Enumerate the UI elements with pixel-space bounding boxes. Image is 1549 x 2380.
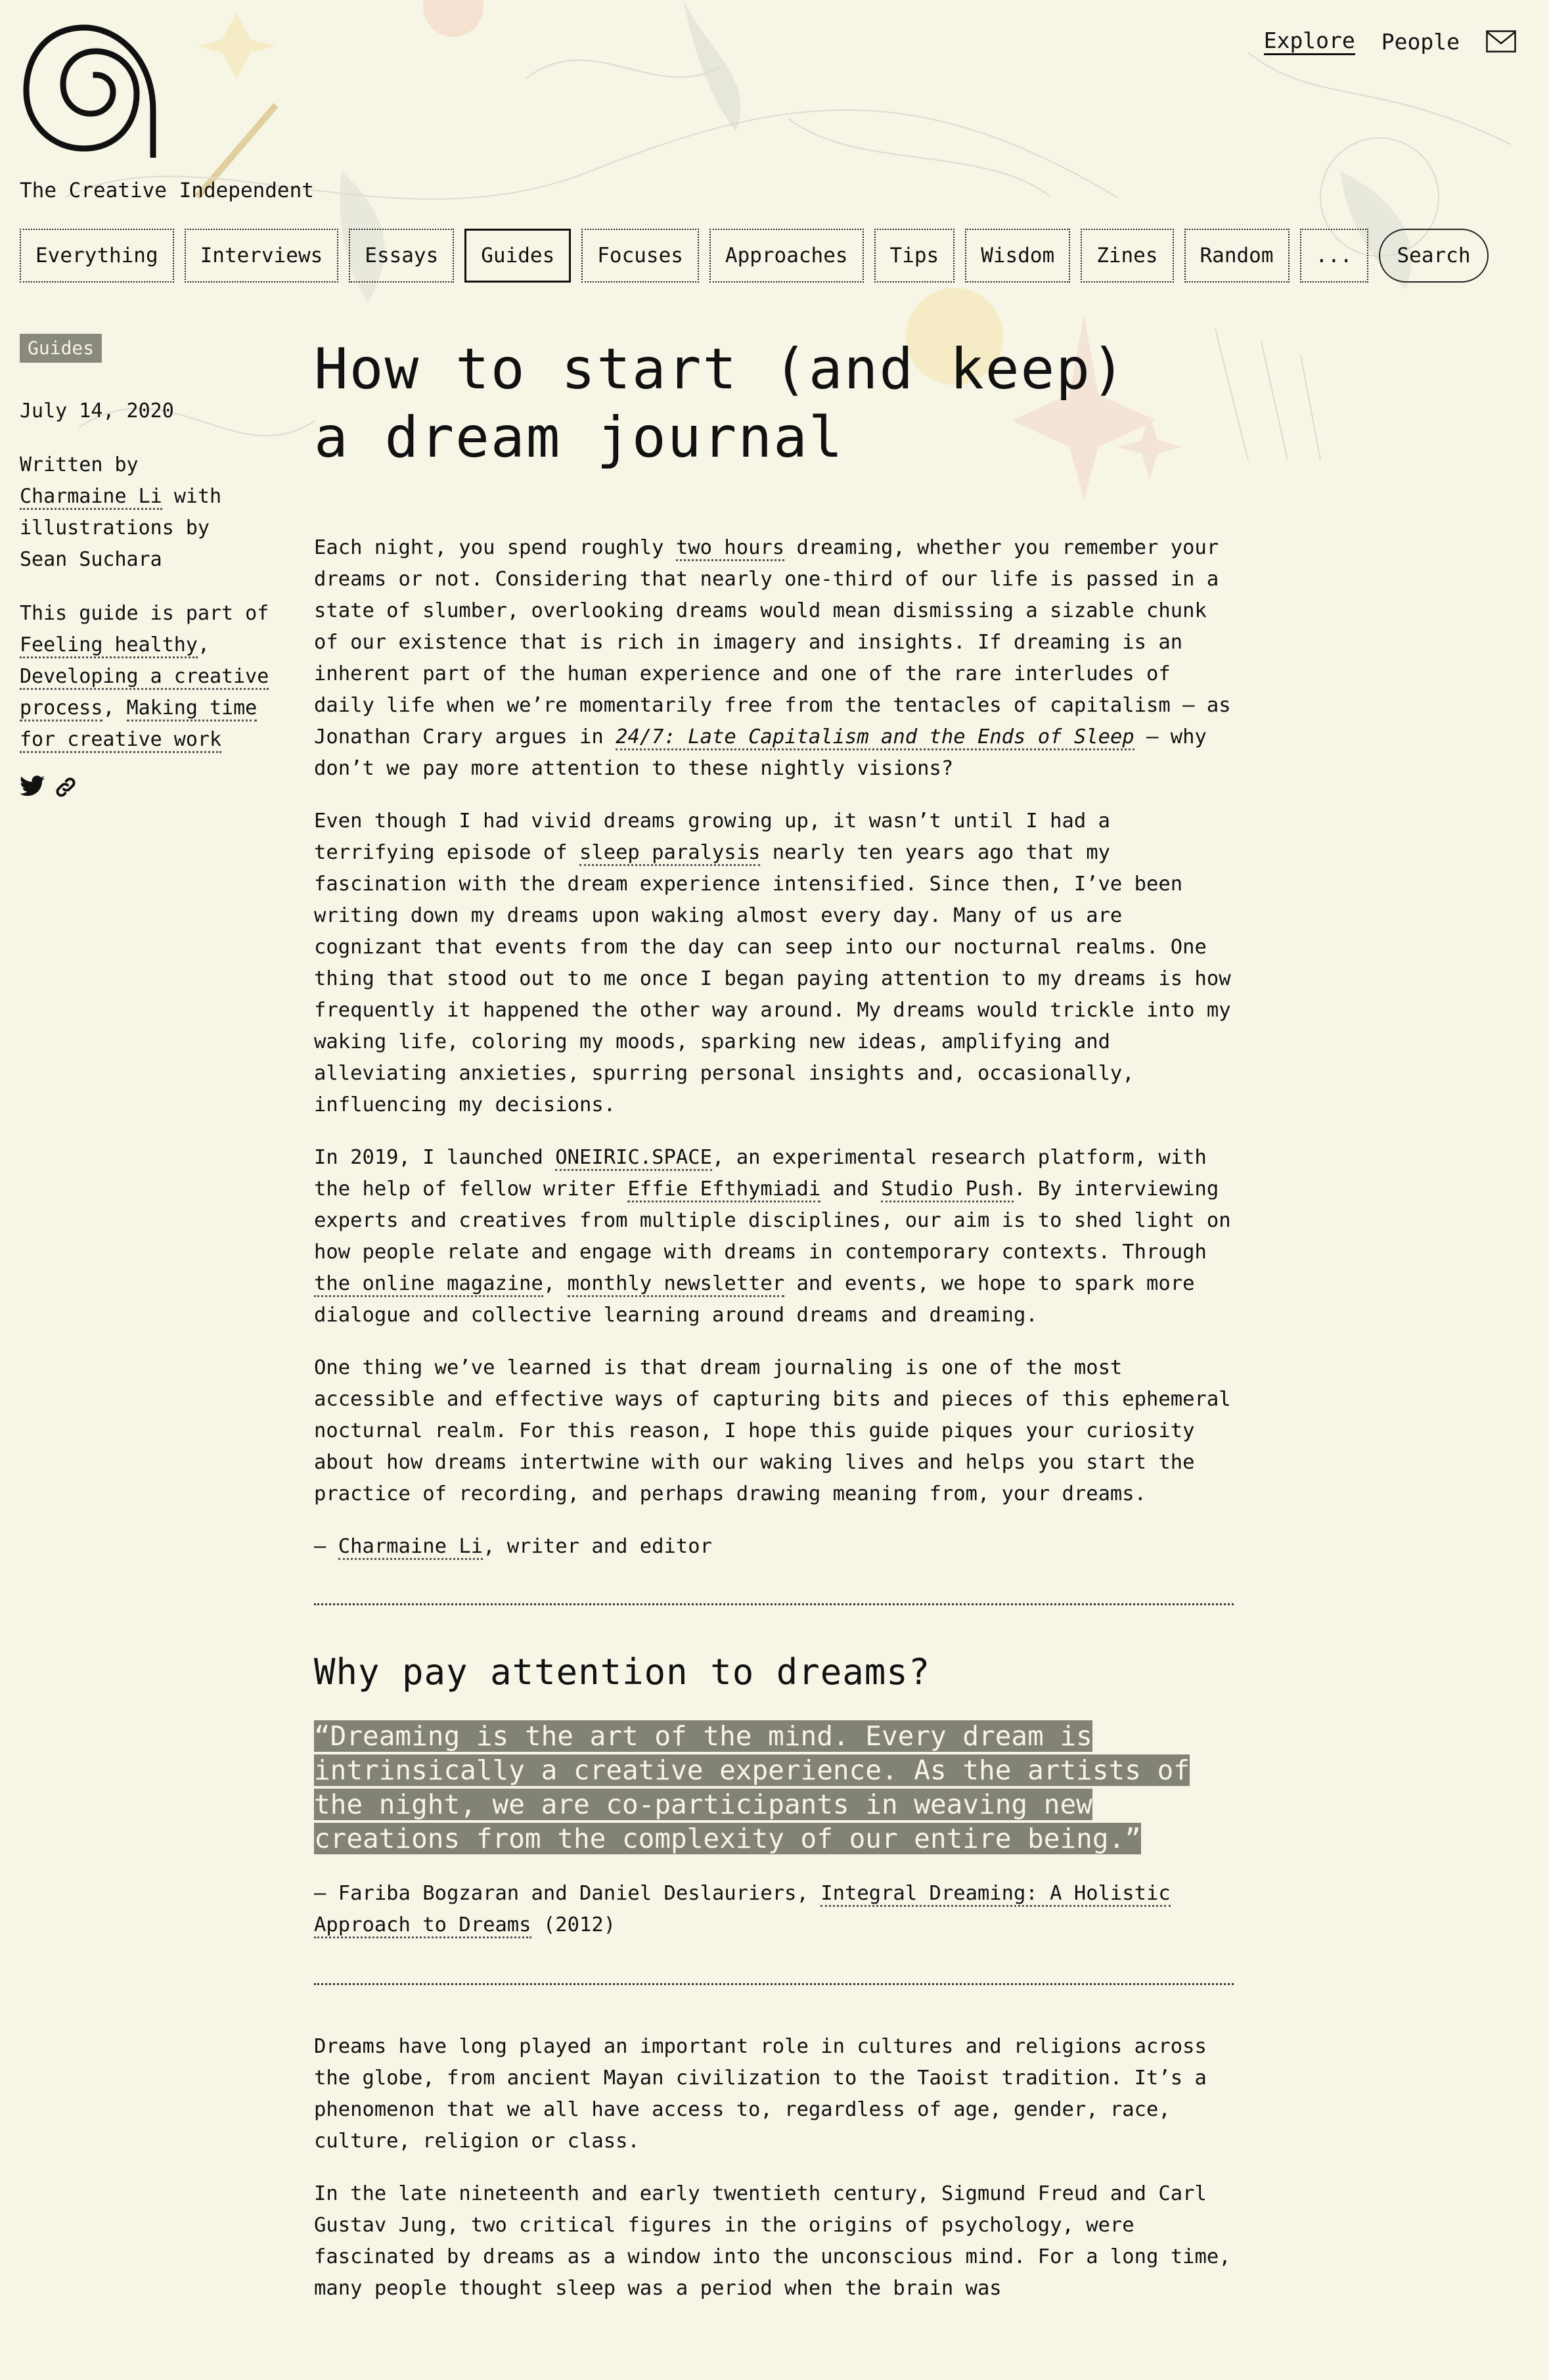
text: , an experimental research platform, with the help of fellow writer	[314, 1146, 1207, 1201]
illustrations-label: illustrations by	[20, 516, 210, 539]
text: dreaming, whether you remember your dreams or not. Considering that nearly one-third of our life is passed in a state of slumber, overlooking dreams would mean dismissing a sizable chunk of our existence that is rich in imagery and insights. If dreaming is an inherent part of the human experience and one of the rare interludes of daily life when we’re momentarily free from the tentacles of capitalism — as Jonathan Crary argues in	[314, 536, 1231, 748]
link-monthly-newsletter[interactable]: monthly newsletter	[568, 1272, 785, 1297]
tab-essays[interactable]: Essays	[349, 229, 454, 283]
category-badge[interactable]: Guides	[20, 334, 102, 363]
signature-author-link[interactable]: Charmaine Li	[338, 1535, 483, 1560]
text: — Fariba Bogzaran and Daniel Deslauriers,	[314, 1882, 821, 1905]
signature	[314, 1531, 1234, 1563]
focus-link-feeling-healthy[interactable]: Feeling healthy	[20, 633, 198, 658]
written-by-label: Written by	[20, 453, 139, 476]
paragraph-6: In the late nineteenth and early twentieth century, Sigmund Freud and Carl Gustav Jung, two critical figures in the origins of psychology, were fascinated by dreams as a window into the unconscious mind. For a long time, many people thought sleep was a period when the brain was	[314, 2182, 1231, 2300]
pull-quote-text: “Dreaming is the art of the mind. Every dream is intrinsically a creative experience. As the artists of the night, we are co-participants in weaving new creations from the complexity of our entire being.”	[314, 1720, 1190, 1854]
paragraph-5: Dreams have long played an important role in cultures and religions across the globe, from ancient Mayan civilization to the Taoist tradition. It’s a phenomenon that we all have access to, regardless of age, gender, race, culture, religion or class.	[314, 2035, 1207, 2153]
spiral-logo[interactable]	[18, 18, 169, 158]
paragraph-2	[314, 806, 1234, 1121]
divider	[314, 1603, 1234, 1605]
category-nav	[20, 229, 1489, 283]
tab-zines[interactable]: Zines	[1081, 229, 1173, 283]
article-main	[314, 335, 1234, 2304]
text: (2012)	[531, 1913, 616, 1936]
link-sleep-paralysis[interactable]: sleep paralysis	[579, 841, 760, 866]
article-title-line-2: a dream journal	[314, 405, 844, 470]
tab-random[interactable]: Random	[1184, 229, 1290, 283]
text: Each night, you spend roughly	[314, 536, 676, 559]
with-label: with	[173, 485, 222, 508]
text: and	[820, 1178, 882, 1201]
text: . By interviewing experts and creatives from multiple disciplines, our aim is to shed light on how people relate and engage with dreams in contemporary contexts. Through	[314, 1178, 1231, 1264]
illustrator-name: Sean Suchara	[20, 548, 162, 571]
tab-tips[interactable]: Tips	[874, 229, 955, 283]
search-button[interactable]: Search	[1379, 229, 1489, 283]
guide-focuses: This guide is part of Feeling healthy, Developing a creative process, Making time for creative work	[20, 598, 282, 756]
text: , writer and editor	[483, 1535, 712, 1558]
site-name[interactable]: The Creative Independent	[20, 179, 314, 202]
top-links	[1264, 28, 1516, 55]
tab-interviews[interactable]: Interviews	[185, 229, 339, 283]
text: ,	[543, 1272, 568, 1295]
tab-more[interactable]: ...	[1300, 229, 1368, 283]
mail-icon[interactable]	[1486, 30, 1516, 53]
focus-link-creative-process[interactable]: Developing a creative process	[20, 665, 269, 721]
link-oneiric-space[interactable]: ONEIRIC.SPACE	[555, 1146, 712, 1171]
explore-link[interactable]: Explore	[1264, 28, 1355, 55]
share-icons	[20, 775, 282, 799]
link-two-hours[interactable]: two hours	[676, 536, 784, 561]
divider	[314, 1983, 1234, 1985]
text: and events, we hope to spark more dialogue and collective learning around dreams and dreaming.	[314, 1272, 1195, 1327]
people-link[interactable]: People	[1381, 28, 1460, 55]
link-integral-dreaming[interactable]: Integral Dreaming: A Holistic Approach to Dreams	[314, 1882, 1171, 1938]
paragraph-4: One thing we’ve learned is that dream journaling is one of the most accessible and effective ways of capturing bits and pieces of this ephemeral nocturnal realm. For this reason, I hope this guide piques your curiosity about how dreams intertwine with our waking lives and helps you start the practice of recording, and perhaps drawing meaning from, your dreams.	[314, 1356, 1231, 1505]
text: —	[314, 1535, 338, 1558]
article-title-line-1: How to start (and keep)	[314, 336, 1127, 402]
article-sidebar	[20, 332, 282, 799]
link-icon[interactable]	[54, 775, 78, 799]
tab-approaches[interactable]: Approaches	[709, 229, 864, 283]
link-book-24-7[interactable]: 24/7: Late Capitalism and the Ends of Sleep	[616, 725, 1134, 750]
text: nearly ten years ago that my fascination with the dream experience intensified. Since then, I’ve been writing down my dreams upon waking almost every day. Many of us are cognizant that events from the day can seep into our nocturnal realms. One thing that stood out to me once I began paying attention to my dreams is how frequently it happened the other way around. My dreams would trickle into my waking life, coloring my moods, sparking new ideas, amplifying and alleviating anxieties, spurring personal insights and, occasionally, influencing my decisions.	[314, 841, 1231, 1116]
author-link[interactable]: Charmaine Li	[20, 485, 162, 510]
paragraph-1	[314, 532, 1234, 785]
twitter-icon[interactable]	[20, 775, 45, 796]
tab-focuses[interactable]: Focuses	[581, 229, 699, 283]
link-effie-efthymiadi[interactable]: Effie Efthymiadi	[627, 1178, 820, 1202]
text: In 2019, I launched	[314, 1146, 556, 1169]
text: Even though I had vivid dreams growing up, it wasn’t until I had a terrifying episode of	[314, 810, 1110, 864]
quote-citation	[314, 1878, 1234, 1941]
publish-date: July 14, 2020	[20, 400, 174, 423]
pull-quote	[314, 1719, 1234, 1856]
part-of-label: This guide is part of	[20, 602, 269, 625]
tab-guides[interactable]: Guides	[464, 229, 571, 283]
tab-wisdom[interactable]: Wisdom	[965, 229, 1070, 283]
focus-link-making-time[interactable]: Making time for creative work	[20, 697, 257, 753]
article-title	[314, 335, 1234, 472]
section-heading: Why pay attention to dreams?	[314, 1651, 931, 1693]
byline	[20, 449, 282, 576]
tab-everything[interactable]: Everything	[20, 229, 174, 283]
text: — why don’t we pay more attention to these nightly visions?	[314, 725, 1207, 780]
paragraph-3	[314, 1142, 1234, 1331]
link-studio-push[interactable]: Studio Push	[881, 1178, 1014, 1202]
link-online-magazine[interactable]: the online magazine	[314, 1272, 543, 1297]
